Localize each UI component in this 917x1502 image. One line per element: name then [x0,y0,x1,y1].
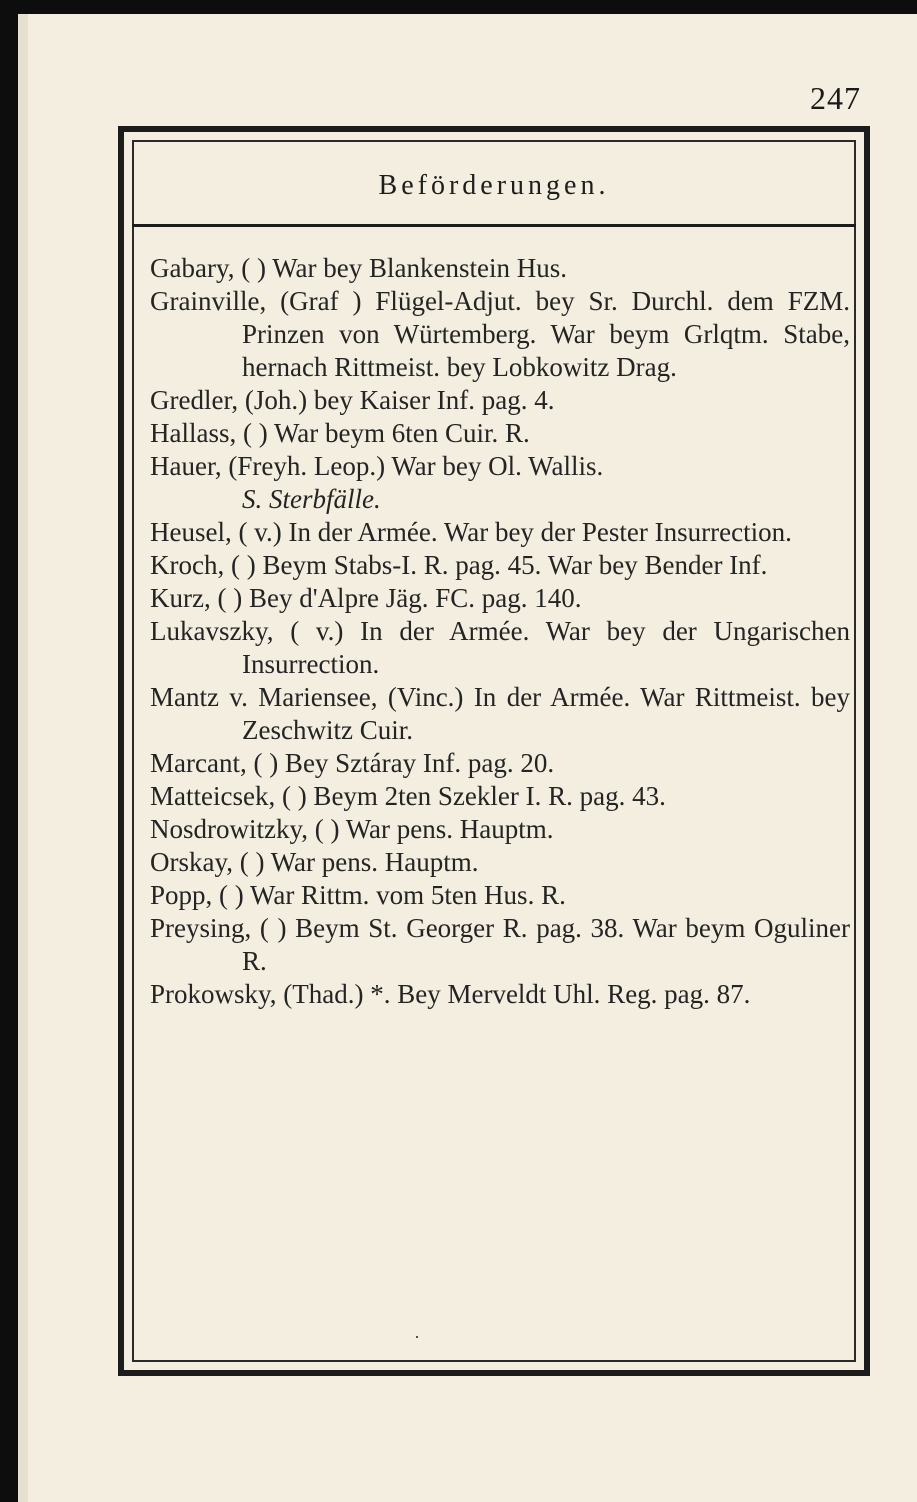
entry: Mantz v. Mariensee, (Vinc.) In der Armée. War Rittmeist. bey Zeschwitz Cuir. [150,682,850,745]
entry: Marcant, ( ) Bey Sztáray Inf. pag. 20. [150,748,555,778]
entry: Kroch, ( ) Beym Stabs-I. R. pag. 45. War bey Bender Inf. [150,550,768,580]
entry [150,450,850,516]
book-page [18,14,917,1502]
page-number: 247 [810,80,861,116]
page-frame [118,126,870,1376]
entry: Matteicsek, ( ) Beym 2ten Szekler I. R. pag. 43. [150,781,666,811]
entry: Orskay, ( ) War pens. Hauptm. [150,847,479,877]
entry: Heusel, ( v.) In der Armée. War bey der Pester Insurrection. [150,517,792,547]
entry: Nosdrowitzky, ( ) War pens. Hauptm. [150,814,554,844]
entry: Grainville, (Graf ) Flügel-Adjut. bey Sr. Durchl. dem FZM. Prinzen von Würtemberg. War beym Grlqtm. Stabe, hernach Rittmeist. bey Lobkowitz Drag. [150,286,850,382]
section-title: Beförderungen. [378,170,610,201]
entry: Popp, ( ) War Rittm. vom 5ten Hus. R. [150,880,566,910]
entry: Gabary, ( ) War bey Blankenstein Hus. [150,253,567,283]
entry-cross-reference: S. Sterbfälle. [242,484,381,514]
entry-list [150,252,850,1011]
entry: Hallass, ( ) War beym 6ten Cuir. R. [150,418,530,448]
entry: Gredler, (Joh.) bey Kaiser Inf. pag. 4. [150,385,555,415]
entry: Preysing, ( ) Beym St. Georger R. pag. 38. War beym Oguliner R. [150,913,850,976]
entry: Lukavszky, ( v.) In der Armée. War bey der Ungarischen Insurrection. [150,616,850,679]
facing-page-edge [18,14,28,1502]
header-divider [132,224,856,227]
entry: Kurz, ( ) Bey d'Alpre Jäg. FC. pag. 140. [150,583,582,613]
entry-text: Hauer, (Freyh. Leop.) War bey Ol. Wallis. [150,451,604,481]
entry: Prokowsky, (Thad.) *. Bey Merveldt Uhl. Reg. pag. 87. [150,979,751,1009]
ink-dot: · [414,1327,420,1347]
